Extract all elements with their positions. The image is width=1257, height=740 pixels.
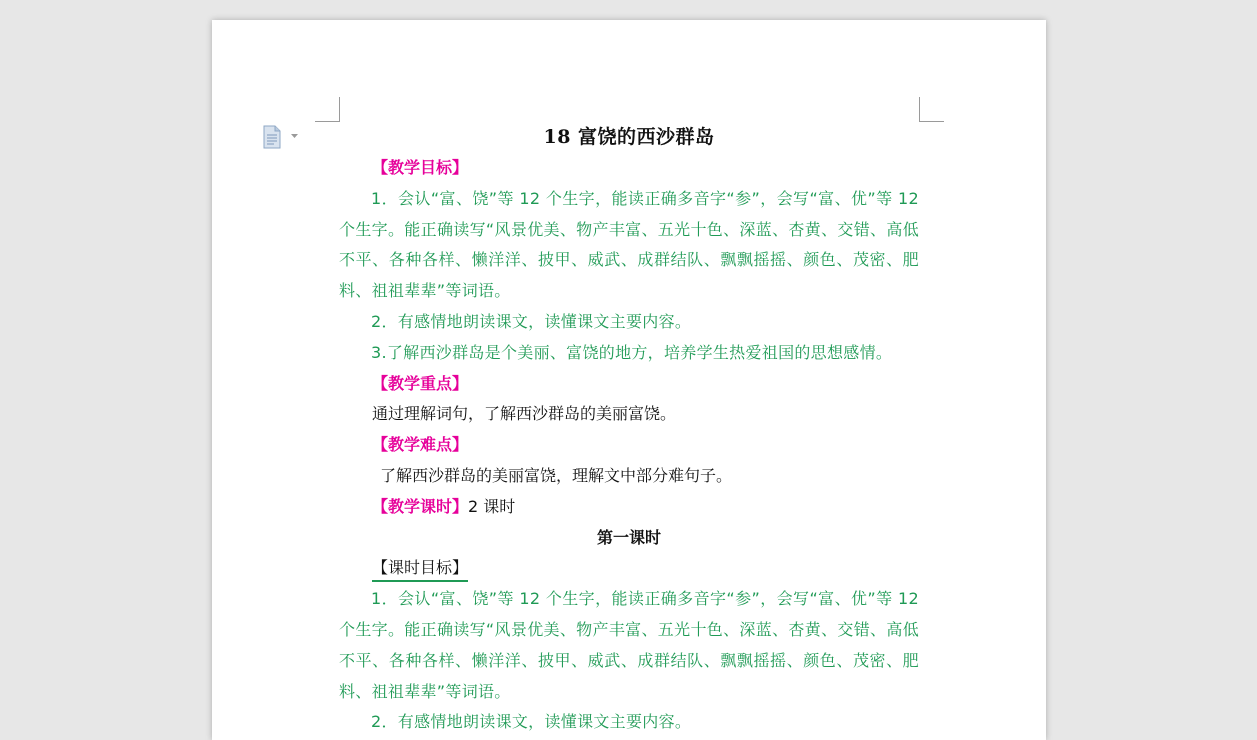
lesson-goals-heading <box>339 553 919 584</box>
lesson-goals-heading-label: 【课时目标】 <box>372 556 468 582</box>
lesson-goal-2-paragraph: 2．有感情地朗读课文，读懂课文主要内容。 <box>371 712 692 732</box>
hours-line <box>339 492 919 523</box>
focus-heading-label: 【教学重点】 <box>372 373 469 393</box>
document-page <box>212 20 1046 740</box>
goals-heading <box>339 153 919 184</box>
difficulty-heading <box>339 430 919 461</box>
goal-2-paragraph: 2．有感情地朗读课文，读懂课文主要内容。 <box>371 311 692 331</box>
lesson-1-title: 第一课时 <box>596 527 661 547</box>
hours-value: 2 课时 <box>468 496 516 516</box>
focus-text: 通过理解词句，了解西沙群岛的美丽富饶。 <box>372 404 677 424</box>
goal-1-paragraph: 1．会认“富、饶”等 12 个生字，能读正确多音字“参”，会写“富、优”等 12 个生字。能正确读写“风景优美、物产丰富、五光十色、深蓝、杏黄、交错、高低不平、各种各样、懒洋洋、披甲、威武、成群结队、飘飘摇摇、颜色、茂密、肥料、祖祖辈辈”等词语。 <box>339 188 919 301</box>
goal-3-paragraph: 3.了解西沙群岛是个美丽、富饶的地方，培养学生热爱祖国的思想感情。 <box>371 342 893 362</box>
margin-corner-top-left <box>315 97 340 122</box>
document-options-icon[interactable] <box>262 124 302 150</box>
hours-heading-label: 【教学课时】 <box>372 496 469 516</box>
goals-heading-label: 【教学目标】 <box>372 158 469 177</box>
document-body <box>339 122 919 738</box>
difficulty-heading-label: 【教学难点】 <box>372 435 469 455</box>
document-title: 18 富饶的西沙群岛 <box>543 126 715 148</box>
document-icon <box>264 126 280 148</box>
lesson-goal-1-paragraph: 1．会认“富、饶”等 12 个生字，能读正确多音字“参”，会写“富、优”等 12 个生字。能正确读写“风景优美、物产丰富、五光十色、深蓝、杏黄、交错、高低不平、各种各样、懒洋洋、披甲、威武、成群结队、飘飘摇摇、颜色、茂密、肥料、祖祖辈辈”等词语。 <box>339 589 919 701</box>
focus-heading <box>339 369 919 400</box>
difficulty-text: 了解西沙群岛的美丽富饶，理解文中部分难句子。 <box>380 465 733 485</box>
chevron-down-icon <box>291 134 298 138</box>
margin-corner-top-right <box>919 97 944 122</box>
